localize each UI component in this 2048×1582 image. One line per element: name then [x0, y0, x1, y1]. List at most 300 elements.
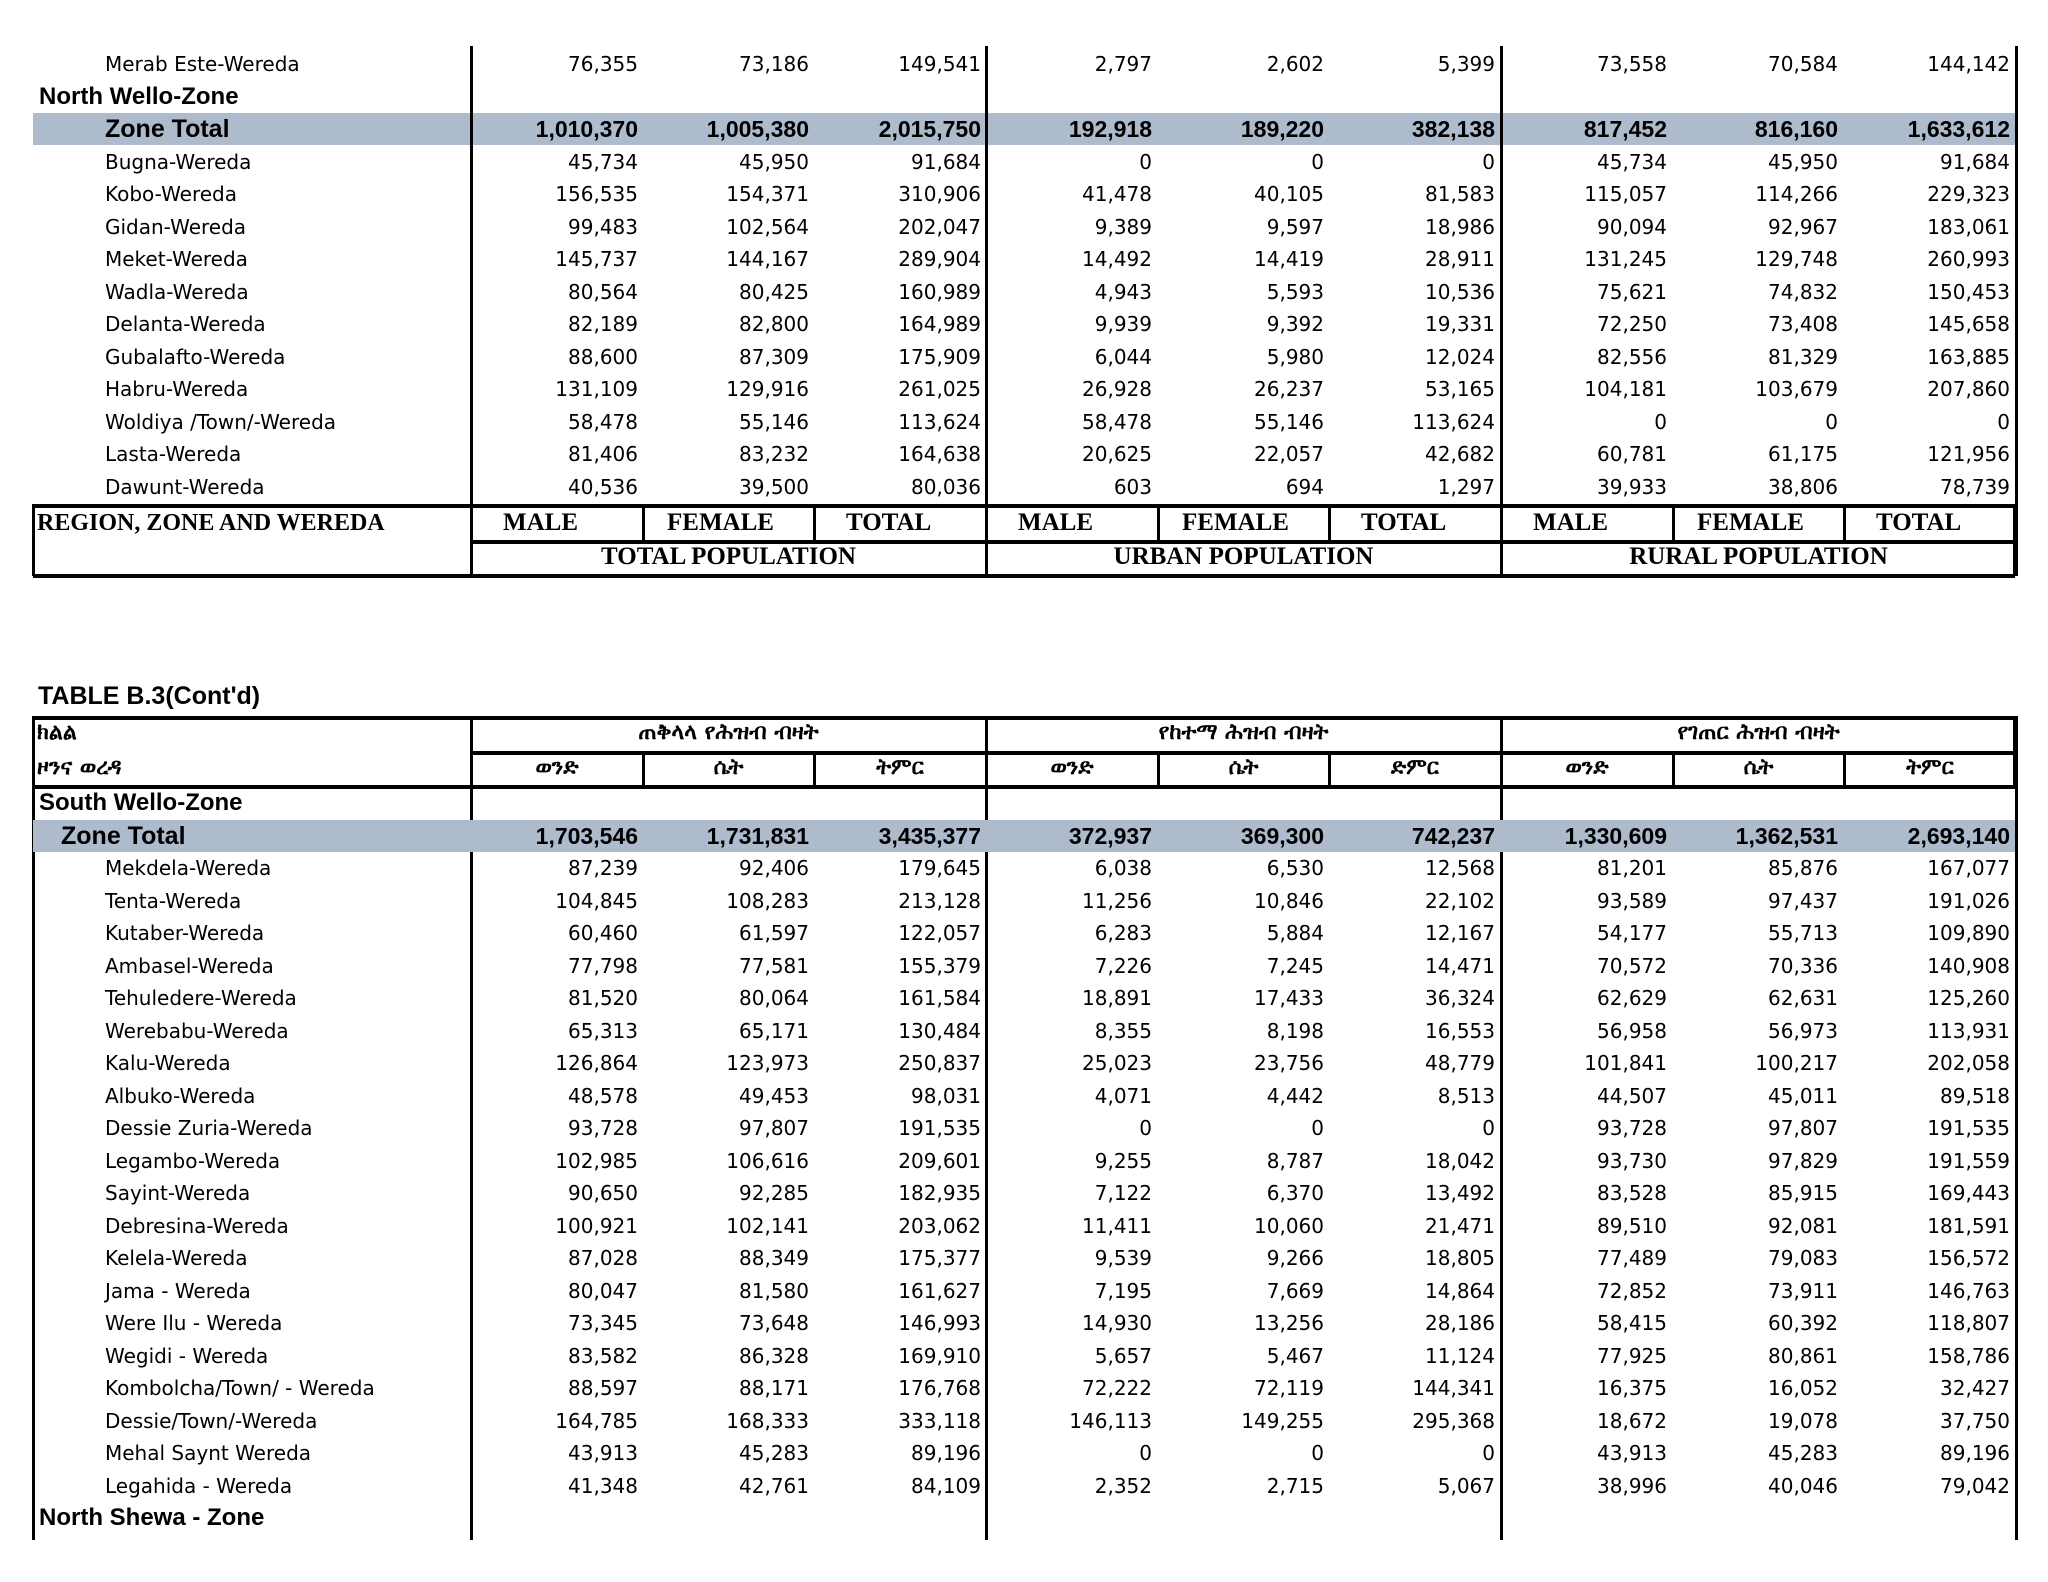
- cell-value: 115,057: [1584, 182, 1667, 206]
- cell-value: 60,460: [568, 921, 638, 945]
- column-header: FEMALE: [1697, 509, 1804, 536]
- column-header: FEMALE: [1182, 509, 1289, 536]
- cell-value: 13,492: [1425, 1181, 1495, 1205]
- cell-value: 16,553: [1425, 1018, 1495, 1043]
- cell-value: 122,057: [898, 921, 981, 945]
- cell-value: 62,631: [1768, 986, 1838, 1010]
- cell-value: 0: [1482, 1441, 1495, 1465]
- cell-value: 5,980: [1266, 344, 1324, 369]
- cell-value: 92,285: [739, 1181, 809, 1205]
- cell-value: 43,913: [1597, 1441, 1667, 1465]
- cell-value: 155,379: [898, 953, 981, 978]
- row-label: Wegidi - Wereda: [105, 1343, 269, 1368]
- cell-value: 156,535: [555, 182, 638, 206]
- row-rule: [33, 574, 2015, 578]
- row-label: Tehuledere-Wereda: [105, 986, 297, 1010]
- cell-value: 48,779: [1425, 1051, 1495, 1075]
- column-header: FEMALE: [667, 509, 774, 536]
- cell-value: 82,556: [1597, 344, 1667, 369]
- cell-value: 14,419: [1254, 247, 1324, 271]
- cell-value: 109,890: [1927, 921, 2010, 945]
- row-label: Werebabu-Wereda: [105, 1018, 289, 1043]
- cell-value: 694: [1285, 474, 1324, 499]
- cell-value: 98,031: [911, 1083, 981, 1108]
- row-label: Delanta-Wereda: [105, 312, 266, 336]
- cell-value: 146,113: [1069, 1408, 1152, 1433]
- cell-value: 97,437: [1768, 888, 1838, 913]
- cell-value: 8,198: [1266, 1018, 1324, 1043]
- cell-value: 106,616: [726, 1148, 809, 1173]
- column-rule: [2015, 46, 2018, 504]
- cell-value: 90,650: [568, 1181, 638, 1205]
- cell-value: 202,058: [1927, 1051, 2010, 1075]
- cell-value: 56,973: [1768, 1018, 1838, 1043]
- row-label: Tenta-Wereda: [105, 888, 242, 913]
- cell-value: 5,467: [1266, 1343, 1324, 1368]
- table-row: [33, 1177, 2015, 1209]
- cell-value: 12,024: [1425, 344, 1495, 369]
- cell-value: 81,329: [1768, 344, 1838, 369]
- cell-value: 45,734: [568, 149, 638, 174]
- cell-value: 93,728: [1597, 1116, 1667, 1140]
- cell-value: 32,427: [1940, 1376, 2010, 1400]
- cell-value: 87,239: [568, 856, 638, 880]
- column-header: MALE: [1018, 509, 1093, 536]
- cell-value: 154,371: [726, 182, 809, 206]
- cell-value: 129,748: [1755, 247, 1838, 271]
- cell-value: 295,368: [1412, 1408, 1495, 1433]
- cell-value: 36,324: [1425, 986, 1495, 1010]
- column-header: ወንድ: [1565, 755, 1609, 780]
- cell-value: 23,756: [1254, 1051, 1324, 1075]
- cell-value: 207,860: [1927, 377, 2010, 401]
- cell-value: 77,925: [1597, 1343, 1667, 1368]
- cell-value: 181,591: [1927, 1213, 2010, 1238]
- cell-value: 91,684: [911, 149, 981, 174]
- cell-value: 149,541: [898, 52, 981, 76]
- cell-value: 12,568: [1425, 856, 1495, 880]
- cell-value: 97,807: [739, 1116, 809, 1140]
- table-row: [33, 438, 2015, 470]
- cell-value: 3,435,377: [878, 822, 981, 849]
- row-label: Wadla-Wereda: [105, 279, 249, 304]
- top-population-table: [33, 46, 2015, 582]
- row-label: Sayint-Wereda: [105, 1181, 251, 1205]
- cell-value: 56,958: [1597, 1018, 1667, 1043]
- cell-value: 26,928: [1082, 377, 1152, 401]
- cell-value: 89,510: [1597, 1213, 1667, 1238]
- cell-value: 176,768: [898, 1376, 981, 1400]
- table-caption: TABLE B.3(Cont'd): [38, 682, 261, 710]
- cell-value: 144,341: [1412, 1376, 1495, 1400]
- cell-value: 5,884: [1266, 921, 1324, 945]
- cell-value: 603: [1113, 474, 1152, 499]
- cell-value: 145,658: [1927, 312, 2010, 336]
- cell-value: 131,245: [1584, 247, 1667, 271]
- cell-value: 163,885: [1927, 344, 2010, 369]
- cell-value: 816,160: [1754, 116, 1838, 142]
- column-header: ወንድ: [1050, 755, 1094, 780]
- cell-value: 1,633,612: [1907, 116, 2010, 142]
- zone-row: [33, 1502, 2015, 1534]
- cell-value: 11,256: [1082, 888, 1152, 913]
- cell-value: 22,102: [1425, 888, 1495, 913]
- cell-value: 2,352: [1094, 1473, 1152, 1498]
- column-header: TOTAL: [1876, 509, 1962, 536]
- table-row: [33, 308, 2015, 340]
- zone-name: North Shewa - Zone: [39, 1504, 265, 1531]
- cell-value: 113,931: [1927, 1018, 2010, 1043]
- cell-value: 79,042: [1940, 1473, 2010, 1498]
- cell-value: 121,956: [1927, 442, 2010, 466]
- cell-value: 89,196: [1940, 1441, 2010, 1465]
- group-header: TOTAL POPULATION: [601, 543, 856, 570]
- cell-value: 11,124: [1425, 1343, 1495, 1368]
- cell-value: 65,171: [739, 1018, 809, 1043]
- column-header: TOTAL: [846, 509, 932, 536]
- cell-value: 0: [1311, 1116, 1324, 1140]
- cell-value: 169,443: [1927, 1181, 2010, 1205]
- table-row: [33, 885, 2015, 917]
- cell-value: 82,189: [568, 312, 638, 336]
- cell-value: 229,323: [1927, 182, 2010, 206]
- cell-value: 45,283: [1768, 1441, 1838, 1465]
- cell-value: 189,220: [1240, 116, 1324, 142]
- column-rule: [985, 46, 988, 504]
- region-zone-wereda-header: REGION, ZONE AND WEREDA: [37, 510, 385, 536]
- cell-value: 1,703,546: [535, 822, 638, 849]
- cell-value: 146,763: [1927, 1278, 2010, 1303]
- cell-value: 88,600: [568, 344, 638, 369]
- cell-value: 70,584: [1768, 52, 1838, 76]
- cell-value: 8,787: [1266, 1148, 1324, 1173]
- cell-value: 183,061: [1927, 214, 2010, 239]
- row-label: Kobo-Wereda: [105, 182, 238, 206]
- cell-value: 22,057: [1254, 442, 1324, 466]
- cell-value: 13,256: [1254, 1311, 1324, 1335]
- cell-value: 73,345: [568, 1311, 638, 1335]
- cell-value: 9,392: [1266, 312, 1324, 336]
- cell-value: 18,805: [1425, 1246, 1495, 1270]
- cell-value: 91,684: [1940, 149, 2010, 174]
- cell-value: 28,186: [1425, 1311, 1495, 1335]
- row-label: Kelela-Wereda: [105, 1246, 248, 1270]
- zone-name: North Wello-Zone: [39, 82, 239, 110]
- cell-value: 89,518: [1940, 1083, 2010, 1108]
- table-row: [33, 211, 2015, 243]
- row-label: Dessie Zuria-Wereda: [105, 1116, 313, 1140]
- cell-value: 6,038: [1094, 856, 1152, 880]
- cell-value: 80,564: [568, 279, 638, 304]
- cell-value: 1,297: [1437, 474, 1495, 499]
- cell-value: 87,028: [568, 1246, 638, 1270]
- cell-value: 12,167: [1425, 921, 1495, 945]
- zone-row: [33, 787, 2015, 819]
- cell-value: 0: [1482, 149, 1495, 174]
- cell-value: 0: [1139, 149, 1152, 174]
- cell-value: 38,996: [1597, 1473, 1667, 1498]
- table-row: [33, 406, 2015, 438]
- cell-value: 73,648: [739, 1311, 809, 1335]
- cell-value: 19,078: [1768, 1408, 1838, 1433]
- table-row: [33, 1307, 2015, 1339]
- cell-value: 150,453: [1927, 279, 2010, 304]
- cell-value: 25,023: [1082, 1051, 1152, 1075]
- cell-value: 18,986: [1425, 214, 1495, 239]
- column-header: TOTAL: [1361, 509, 1447, 536]
- cell-value: 16,375: [1597, 1376, 1667, 1400]
- cell-value: 54,177: [1597, 921, 1667, 945]
- cell-value: 179,645: [898, 856, 981, 880]
- cell-value: 102,985: [555, 1148, 638, 1173]
- row-label: Zone Total: [105, 115, 230, 143]
- cell-value: 144,142: [1927, 52, 2010, 76]
- cell-value: 93,728: [568, 1116, 638, 1140]
- cell-value: 74,832: [1768, 279, 1838, 304]
- cell-value: 102,141: [726, 1213, 809, 1238]
- cell-value: 4,071: [1094, 1083, 1152, 1108]
- cell-value: 0: [1139, 1116, 1152, 1140]
- cell-value: 37,750: [1940, 1408, 2010, 1433]
- zone-wereda-header: ዞንና ወረዳ: [37, 755, 122, 780]
- cell-value: 45,283: [739, 1441, 809, 1465]
- cell-value: 40,105: [1254, 182, 1324, 206]
- cell-value: 72,250: [1597, 312, 1667, 336]
- cell-value: 58,478: [568, 409, 638, 434]
- cell-value: 73,186: [739, 52, 809, 76]
- cell-value: 49,453: [739, 1083, 809, 1108]
- cell-value: 144,167: [726, 247, 809, 271]
- cell-value: 41,478: [1082, 182, 1152, 206]
- cell-value: 61,597: [739, 921, 809, 945]
- cell-value: 260,993: [1927, 247, 2010, 271]
- cell-value: 123,973: [726, 1051, 809, 1075]
- table-row: [33, 1242, 2015, 1274]
- cell-value: 213,128: [898, 888, 981, 913]
- cell-value: 89,196: [911, 1441, 981, 1465]
- cell-value: 161,584: [898, 986, 981, 1010]
- cell-value: 83,232: [739, 442, 809, 466]
- group-header: ጠቅላላ የሕዝብ ብዛት: [638, 720, 819, 745]
- table-row: [33, 917, 2015, 949]
- cell-value: 77,489: [1597, 1246, 1667, 1270]
- column-rule: [470, 46, 473, 504]
- cell-value: 1,731,831: [706, 822, 809, 849]
- table-row: [33, 373, 2015, 405]
- column-header: MALE: [503, 509, 578, 536]
- cell-value: 118,807: [1927, 1311, 2010, 1335]
- cell-value: 80,036: [911, 474, 981, 499]
- cell-value: 5,657: [1094, 1343, 1152, 1368]
- cell-value: 45,734: [1597, 149, 1667, 174]
- cell-value: 113,624: [1412, 409, 1495, 434]
- row-label: Were Ilu - Wereda: [105, 1311, 283, 1335]
- zone-total-row: [33, 113, 2015, 145]
- cell-value: 6,370: [1266, 1181, 1324, 1205]
- column-header: ትምር: [876, 755, 924, 780]
- cell-value: 55,146: [739, 409, 809, 434]
- cell-value: 817,452: [1583, 116, 1667, 142]
- column-rule: [1672, 504, 1675, 540]
- cell-value: 11,411: [1082, 1213, 1152, 1238]
- cell-value: 58,415: [1597, 1311, 1667, 1335]
- cell-value: 1,362,531: [1735, 822, 1838, 849]
- table-row: [33, 178, 2015, 210]
- row-label: Kombolcha/Town/ - Wereda: [105, 1376, 375, 1400]
- cell-value: 88,171: [739, 1376, 809, 1400]
- row-label: Kalu-Wereda: [105, 1051, 231, 1075]
- cell-value: 131,109: [555, 377, 638, 401]
- cell-value: 372,937: [1068, 822, 1152, 849]
- cell-value: 113,624: [898, 409, 981, 434]
- table-row: [33, 1340, 2015, 1372]
- cell-value: 6,283: [1094, 921, 1152, 945]
- cell-value: 202,047: [898, 214, 981, 239]
- cell-value: 7,195: [1094, 1278, 1152, 1303]
- cell-value: 28,911: [1425, 247, 1495, 271]
- cell-value: 10,846: [1254, 888, 1324, 913]
- cell-value: 60,392: [1768, 1311, 1838, 1335]
- cell-value: 88,597: [568, 1376, 638, 1400]
- cell-value: 79,083: [1768, 1246, 1838, 1270]
- cell-value: 82,800: [739, 312, 809, 336]
- cell-value: 65,313: [568, 1018, 638, 1043]
- column-rule: [1500, 46, 1503, 504]
- row-label: Bugna-Wereda: [105, 149, 252, 174]
- cell-value: 1,005,380: [706, 116, 809, 142]
- table-row: [33, 1047, 2015, 1079]
- row-label: Habru-Wereda: [105, 377, 249, 401]
- cell-value: 145,737: [555, 247, 638, 271]
- cell-value: 103,679: [1755, 377, 1838, 401]
- cell-value: 92,406: [739, 856, 809, 880]
- cell-value: 53,165: [1425, 377, 1495, 401]
- cell-value: 77,581: [739, 953, 809, 978]
- cell-value: 80,047: [568, 1278, 638, 1303]
- cell-value: 26,237: [1254, 377, 1324, 401]
- cell-value: 55,713: [1768, 921, 1838, 945]
- cell-value: 7,226: [1094, 953, 1152, 978]
- cell-value: 161,627: [898, 1278, 981, 1303]
- cell-value: 85,915: [1768, 1181, 1838, 1205]
- cell-value: 38,806: [1768, 474, 1838, 499]
- cell-value: 99,483: [568, 214, 638, 239]
- cell-value: 191,535: [1927, 1116, 2010, 1140]
- table-row: [33, 1015, 2015, 1047]
- cell-value: 160,989: [898, 279, 981, 304]
- cell-value: 6,044: [1094, 344, 1152, 369]
- cell-value: 80,064: [739, 986, 809, 1010]
- cell-value: 0: [1311, 1441, 1324, 1465]
- cell-value: 167,077: [1927, 856, 2010, 880]
- cell-value: 72,119: [1254, 1376, 1324, 1400]
- cell-value: 146,993: [898, 1311, 981, 1335]
- cell-value: 77,798: [568, 953, 638, 978]
- cell-value: 2,715: [1266, 1473, 1324, 1498]
- row-label: Debresina-Wereda: [105, 1213, 289, 1238]
- cell-value: 86,328: [739, 1343, 809, 1368]
- region-header: ክልል: [37, 720, 77, 745]
- cell-value: 191,535: [898, 1116, 981, 1140]
- cell-value: 90,094: [1597, 214, 1667, 239]
- cell-value: 81,520: [568, 986, 638, 1010]
- cell-value: 149,255: [1241, 1408, 1324, 1433]
- cell-value: 7,245: [1266, 953, 1324, 978]
- cell-value: 83,582: [568, 1343, 638, 1368]
- cell-value: 2,602: [1266, 52, 1324, 76]
- cell-value: 61,175: [1768, 442, 1838, 466]
- cell-value: 125,260: [1927, 986, 2010, 1010]
- table-row: [33, 1145, 2015, 1177]
- group-header: የከተማ ሕዝብ ብዛት: [1158, 720, 1329, 745]
- column-rule: [2015, 716, 2018, 1540]
- cell-value: 44,507: [1597, 1083, 1667, 1108]
- table-row: [33, 1210, 2015, 1242]
- cell-value: 70,336: [1768, 953, 1838, 978]
- cell-value: 8,355: [1094, 1018, 1152, 1043]
- cell-value: 158,786: [1927, 1343, 2010, 1368]
- cell-value: 0: [1482, 1116, 1495, 1140]
- cell-value: 191,026: [1927, 888, 2010, 913]
- cell-value: 2,015,750: [878, 116, 981, 142]
- row-label: Zone Total: [61, 821, 186, 850]
- cell-value: 102,564: [726, 214, 809, 239]
- column-header: ሴት: [713, 755, 744, 780]
- cell-value: 5,067: [1437, 1473, 1495, 1498]
- cell-value: 164,785: [555, 1408, 638, 1433]
- cell-value: 81,583: [1425, 182, 1495, 206]
- cell-value: 10,536: [1425, 279, 1495, 304]
- cell-value: 75,621: [1597, 279, 1667, 304]
- cell-value: 191,559: [1927, 1148, 2010, 1173]
- cell-value: 333,118: [898, 1408, 981, 1433]
- cell-value: 48,578: [568, 1083, 638, 1108]
- group-header: URBAN POPULATION: [1113, 543, 1374, 570]
- cell-value: 43,913: [568, 1441, 638, 1465]
- cell-value: 5,593: [1266, 279, 1324, 304]
- table-row: [33, 48, 2015, 80]
- cell-value: 14,864: [1425, 1278, 1495, 1303]
- row-label: Ambasel-Wereda: [105, 953, 274, 978]
- column-header: ድምር: [1391, 755, 1439, 780]
- cell-value: 0: [1654, 409, 1667, 434]
- cell-value: 168,333: [726, 1408, 809, 1433]
- cell-value: 5,399: [1437, 52, 1495, 76]
- cell-value: 100,921: [555, 1213, 638, 1238]
- cell-value: 73,911: [1768, 1278, 1838, 1303]
- cell-value: 97,807: [1768, 1116, 1838, 1140]
- cell-value: 203,062: [898, 1213, 981, 1238]
- row-label: Gubalafto-Wereda: [105, 344, 286, 369]
- row-label: Albuko-Wereda: [105, 1083, 256, 1108]
- cell-value: 78,739: [1940, 474, 2010, 499]
- column-header: MALE: [1533, 509, 1608, 536]
- cell-value: 14,492: [1082, 247, 1152, 271]
- cell-value: 88,349: [739, 1246, 809, 1270]
- cell-value: 73,408: [1768, 312, 1838, 336]
- cell-value: 0: [1311, 149, 1324, 174]
- cell-value: 310,906: [898, 182, 981, 206]
- cell-value: 18,672: [1597, 1408, 1667, 1433]
- column-header: ወንድ: [535, 755, 579, 780]
- table-row: [33, 950, 2015, 982]
- cell-value: 0: [1139, 1441, 1152, 1465]
- cell-value: 250,837: [898, 1051, 981, 1075]
- cell-value: 100,217: [1755, 1051, 1838, 1075]
- cell-value: 14,471: [1425, 953, 1495, 978]
- cell-value: 7,669: [1266, 1278, 1324, 1303]
- row-label: Mekdela-Wereda: [105, 856, 272, 880]
